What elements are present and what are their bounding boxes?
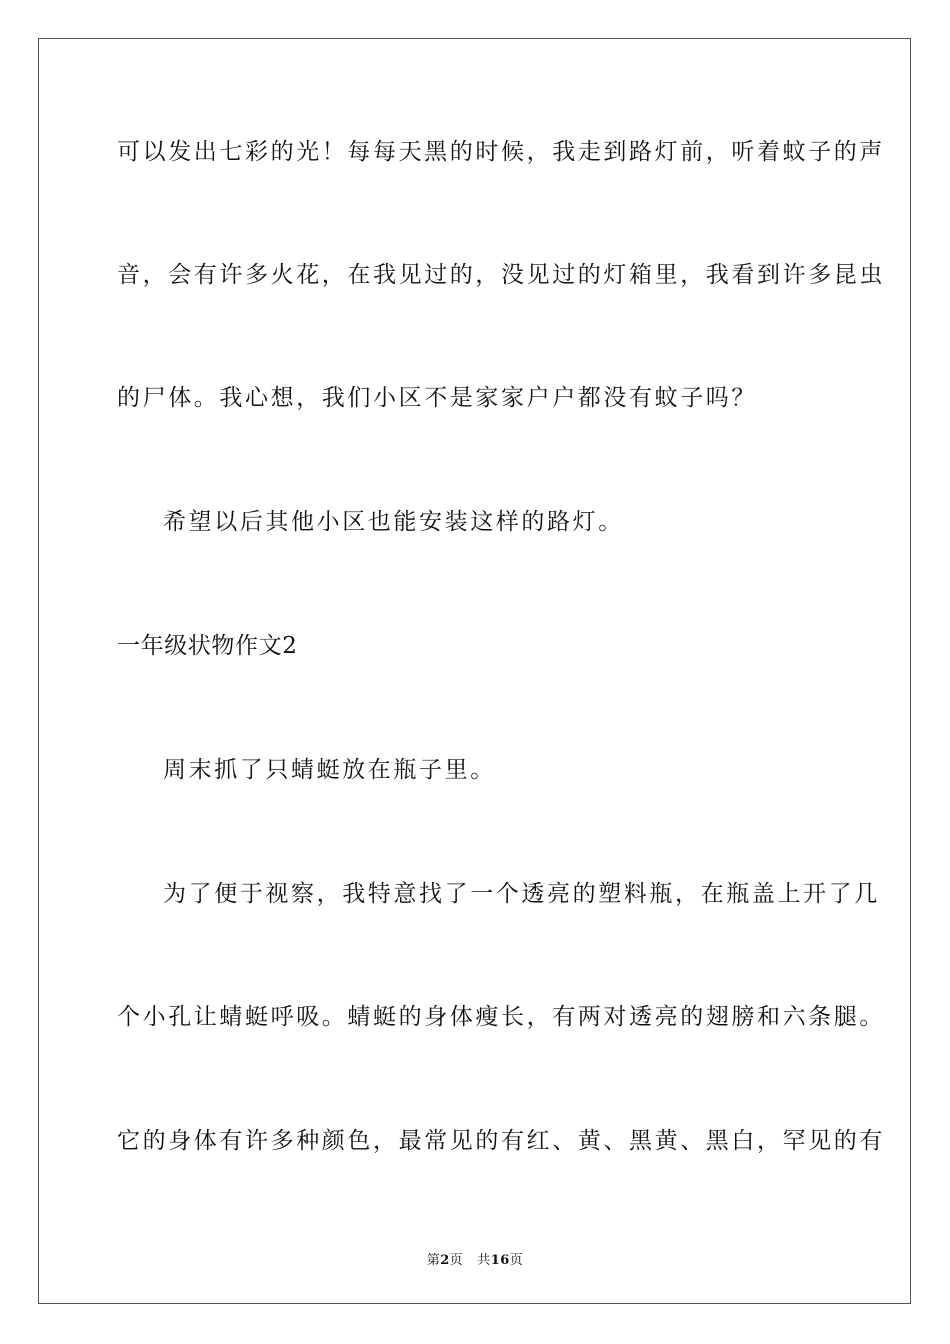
footer-total-prefix: 共 xyxy=(477,1253,491,1268)
body-line-7: 为了便于视察，我特意找了一个透亮的塑料瓶，在瓶盖上开了几 xyxy=(163,881,880,907)
body-line-2: 音，会有许多火花，在我见过的，没见过的灯箱里，我看到许多昆虫 xyxy=(117,262,885,288)
section-heading: 一年级状物作文2 xyxy=(117,633,298,659)
footer-total-suffix: 页 xyxy=(509,1253,524,1268)
footer-total-pages: 16 xyxy=(490,1253,510,1268)
footer-page-number: 2 xyxy=(440,1253,450,1268)
footer-page-suffix: 页 xyxy=(449,1253,464,1268)
page-frame xyxy=(38,38,911,1304)
body-line-8: 个小孔让蜻蜓呼吸。蜻蜓的身体瘦长，有两对透亮的翅膀和六条腿。 xyxy=(117,1004,885,1030)
body-line-9: 它的身体有许多种颜色，最常见的有红、黄、黑黄、黑白，罕见的有 xyxy=(117,1128,885,1154)
body-line-1: 可以发出七彩的光！每每天黑的时候，我走到路灯前，听着蚊子的声 xyxy=(117,139,885,165)
paragraph-closing: 希望以后其他小区也能安装这样的路灯。 xyxy=(163,509,624,535)
body-line-3: 的尸体。我心想，我们小区不是家家户户都没有蚊子吗？ xyxy=(117,385,757,411)
paragraph-intro: 周末抓了只蜻蜓放在瓶子里。 xyxy=(163,757,496,783)
footer-prefix: 第 xyxy=(426,1253,441,1268)
page-footer xyxy=(0,1249,950,1268)
